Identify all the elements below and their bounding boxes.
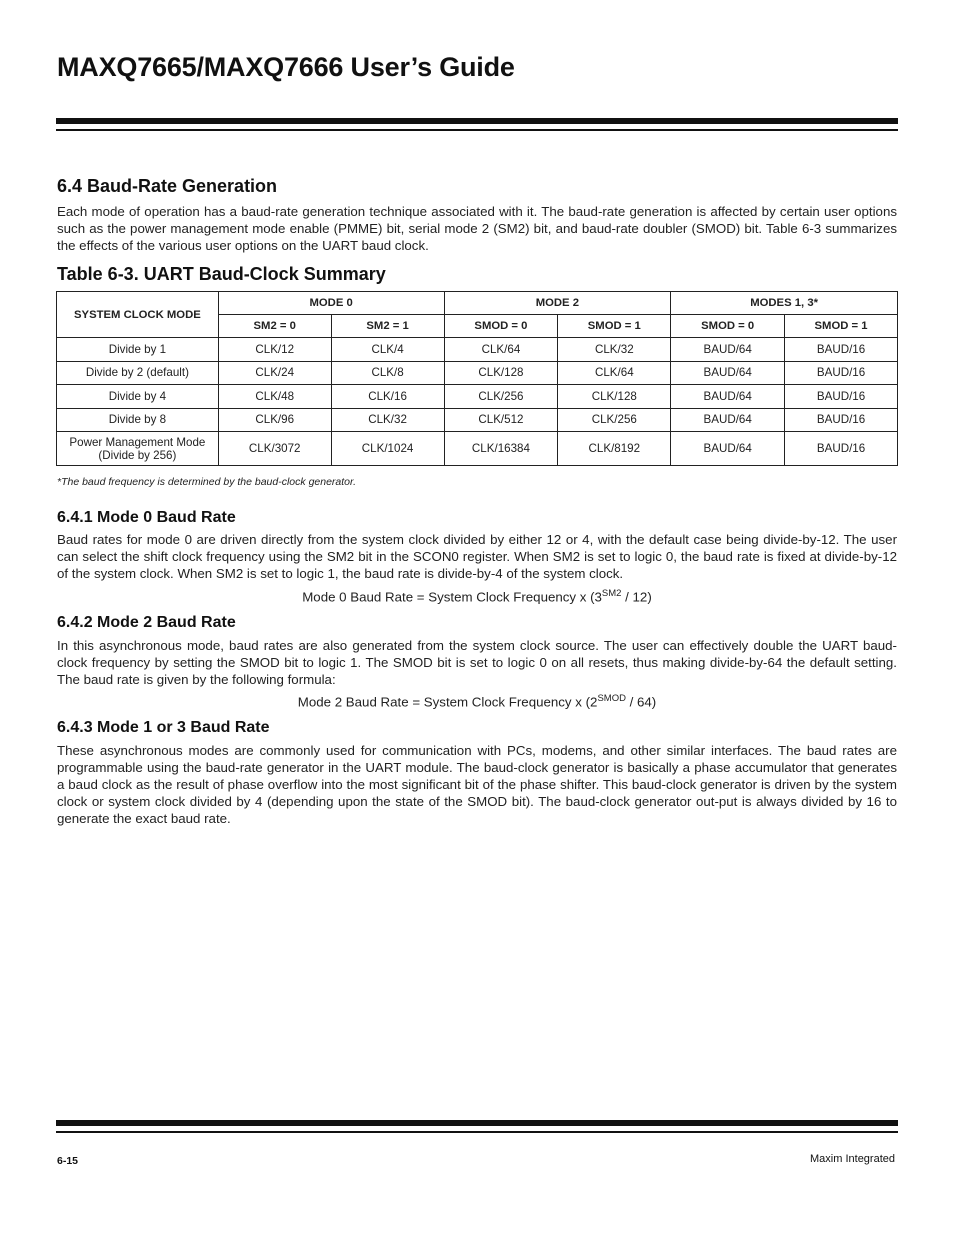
table-row xyxy=(57,408,898,432)
table-caption: Table 6-3. UART Baud-Clock Summary xyxy=(57,264,386,284)
table-cell: BAUD/16 xyxy=(785,361,898,385)
header-rule-thin xyxy=(56,129,898,131)
table-cell: CLK/24 xyxy=(218,361,331,385)
table-cell: BAUD/16 xyxy=(785,432,898,466)
table-cell: CLK/4 xyxy=(331,338,444,362)
table-row xyxy=(57,432,898,466)
mode2-text: In this asynchronous mode, baud rates are also generated from the system clock source. The user can effectively double the UART baud-clock frequency by setting the SMOD bit to logic 1. The SMOD bit is set to logic 0 on all resets, thus making divide-by-64 the default setting. The baud rate is given by the following formula: xyxy=(57,638,897,687)
subheader-cell: SMOD = 0 xyxy=(444,315,558,338)
formula-exponent: SMOD xyxy=(597,693,626,704)
subheader-cell: SMOD = 1 xyxy=(558,315,671,338)
mode2-heading: 6.4.2 Mode 2 Baud Rate xyxy=(57,614,236,631)
table-cell: CLK/96 xyxy=(218,408,331,432)
table-cell: BAUD/16 xyxy=(785,408,898,432)
mode2-formula xyxy=(0,693,954,709)
subheader-cell: SM2 = 1 xyxy=(331,315,444,338)
subheader-cell: SMOD = 1 xyxy=(785,315,898,338)
row-label-line1: Power Management Mode xyxy=(69,435,206,449)
group-header: MODE 2 xyxy=(444,292,671,315)
table-cell: CLK/256 xyxy=(444,385,558,409)
table-cell: CLK/64 xyxy=(558,361,671,385)
mode0-formula xyxy=(0,588,954,604)
header-rule-thick xyxy=(56,118,898,124)
table-cell: CLK/32 xyxy=(331,408,444,432)
row-label: Divide by 2 (default) xyxy=(57,361,219,385)
mode13-heading: 6.4.3 Mode 1 or 3 Baud Rate xyxy=(57,719,270,736)
mode0-text: Baud rates for mode 0 are driven directly from the system clock divided by either 12 or 4, with the default case being divide-by-12. The user can select the shift clock frequency using the SM2 bit in the SCON0 register. When SM2 is set to logic 0, the baud rate is fixed at divide-by-12 of the system clock. When SM2 is set to logic 1, the baud rate is divide-by-4 of the system clock. xyxy=(57,532,897,581)
table-cell: CLK/8192 xyxy=(558,432,671,466)
row-label: Divide by 4 xyxy=(57,385,219,409)
baud-clock-summary-table xyxy=(56,291,898,466)
table-header-row xyxy=(57,292,898,315)
table-cell: BAUD/64 xyxy=(671,338,785,362)
section-heading: 6.4 Baud-Rate Generation xyxy=(57,176,278,196)
footer-rule-thin xyxy=(56,1131,898,1133)
table-cell: BAUD/16 xyxy=(785,338,898,362)
table-footnote: *The baud frequency is determined by the baud-clock generator. xyxy=(57,476,357,488)
group-header: MODES 1, 3* xyxy=(671,292,898,315)
table-cell: CLK/3072 xyxy=(218,432,331,466)
row-label: Divide by 1 xyxy=(57,338,219,362)
footer-rule-thick xyxy=(56,1120,898,1126)
mode13-text: These asynchronous modes are commonly used for communication with PCs, modems, and other similar interfaces. The baud rates are programmable using the baud-rate generator in the UART module. The baud-clock generator is basically a phase accumulator that generates a baud clock as the result of phase overflow into the most significant bit of the phase shifter. This baud-clock generator is driven by the system clock or system clock divided by 4 (depending upon the state of the SMOD bit). The baud-clock generator out-put is always divided by 16 to generate the exact baud rate. xyxy=(57,743,897,826)
table-cell: CLK/128 xyxy=(558,385,671,409)
table-cell: BAUD/16 xyxy=(785,385,898,409)
row-label-line2: (Divide by 256) xyxy=(98,448,177,462)
table-cell: CLK/8 xyxy=(331,361,444,385)
formula-text: Mode 0 Baud Rate = System Clock Frequency x (3 xyxy=(302,589,602,605)
table-cell: CLK/48 xyxy=(218,385,331,409)
table-cell: CLK/128 xyxy=(444,361,558,385)
section-intro: Each mode of operation has a baud-rate generation technique associated with it. The baud-rate generation is affected by certain user options such as the power management mode enable (PMME) bit, serial mode 2 (SM2) bit, and baud-rate doubler (SMOD) bit. Table 6-3 summarizes the effects of the various user options on the UART baud clock. xyxy=(57,204,897,253)
page-number: 6-15 xyxy=(57,1155,79,1167)
table-cell: CLK/1024 xyxy=(331,432,444,466)
table-row xyxy=(57,361,898,385)
formula-text: Mode 2 Baud Rate = System Clock Frequency x (2 xyxy=(297,694,598,710)
subheader-cell: SMOD = 0 xyxy=(671,315,785,338)
formula-text: / 64) xyxy=(625,694,657,710)
system-clock-mode-header: SYSTEM CLOCK MODE xyxy=(57,292,219,338)
company-name: Maxim Integrated xyxy=(810,1153,895,1165)
mode0-heading: 6.4.1 Mode 0 Baud Rate xyxy=(57,509,236,526)
row-label xyxy=(57,432,219,466)
table-cell: CLK/256 xyxy=(558,408,671,432)
table-cell: CLK/16384 xyxy=(444,432,558,466)
formula-text: / 12) xyxy=(621,589,652,605)
subheader-cell: SM2 = 0 xyxy=(218,315,331,338)
document-title: MAXQ7665/MAXQ7666 User’s Guide xyxy=(57,52,515,82)
table-cell: BAUD/64 xyxy=(671,385,785,409)
table-cell: CLK/12 xyxy=(218,338,331,362)
table-cell: CLK/64 xyxy=(444,338,558,362)
table-row xyxy=(57,338,898,362)
table-cell: CLK/512 xyxy=(444,408,558,432)
table-cell: CLK/32 xyxy=(558,338,671,362)
table-cell: BAUD/64 xyxy=(671,432,785,466)
table-cell: BAUD/64 xyxy=(671,361,785,385)
group-header: MODE 0 xyxy=(218,292,444,315)
table-cell: BAUD/64 xyxy=(671,408,785,432)
row-label: Divide by 8 xyxy=(57,408,219,432)
table-cell: CLK/16 xyxy=(331,385,444,409)
formula-exponent: SM2 xyxy=(601,588,622,599)
table-row xyxy=(57,385,898,409)
